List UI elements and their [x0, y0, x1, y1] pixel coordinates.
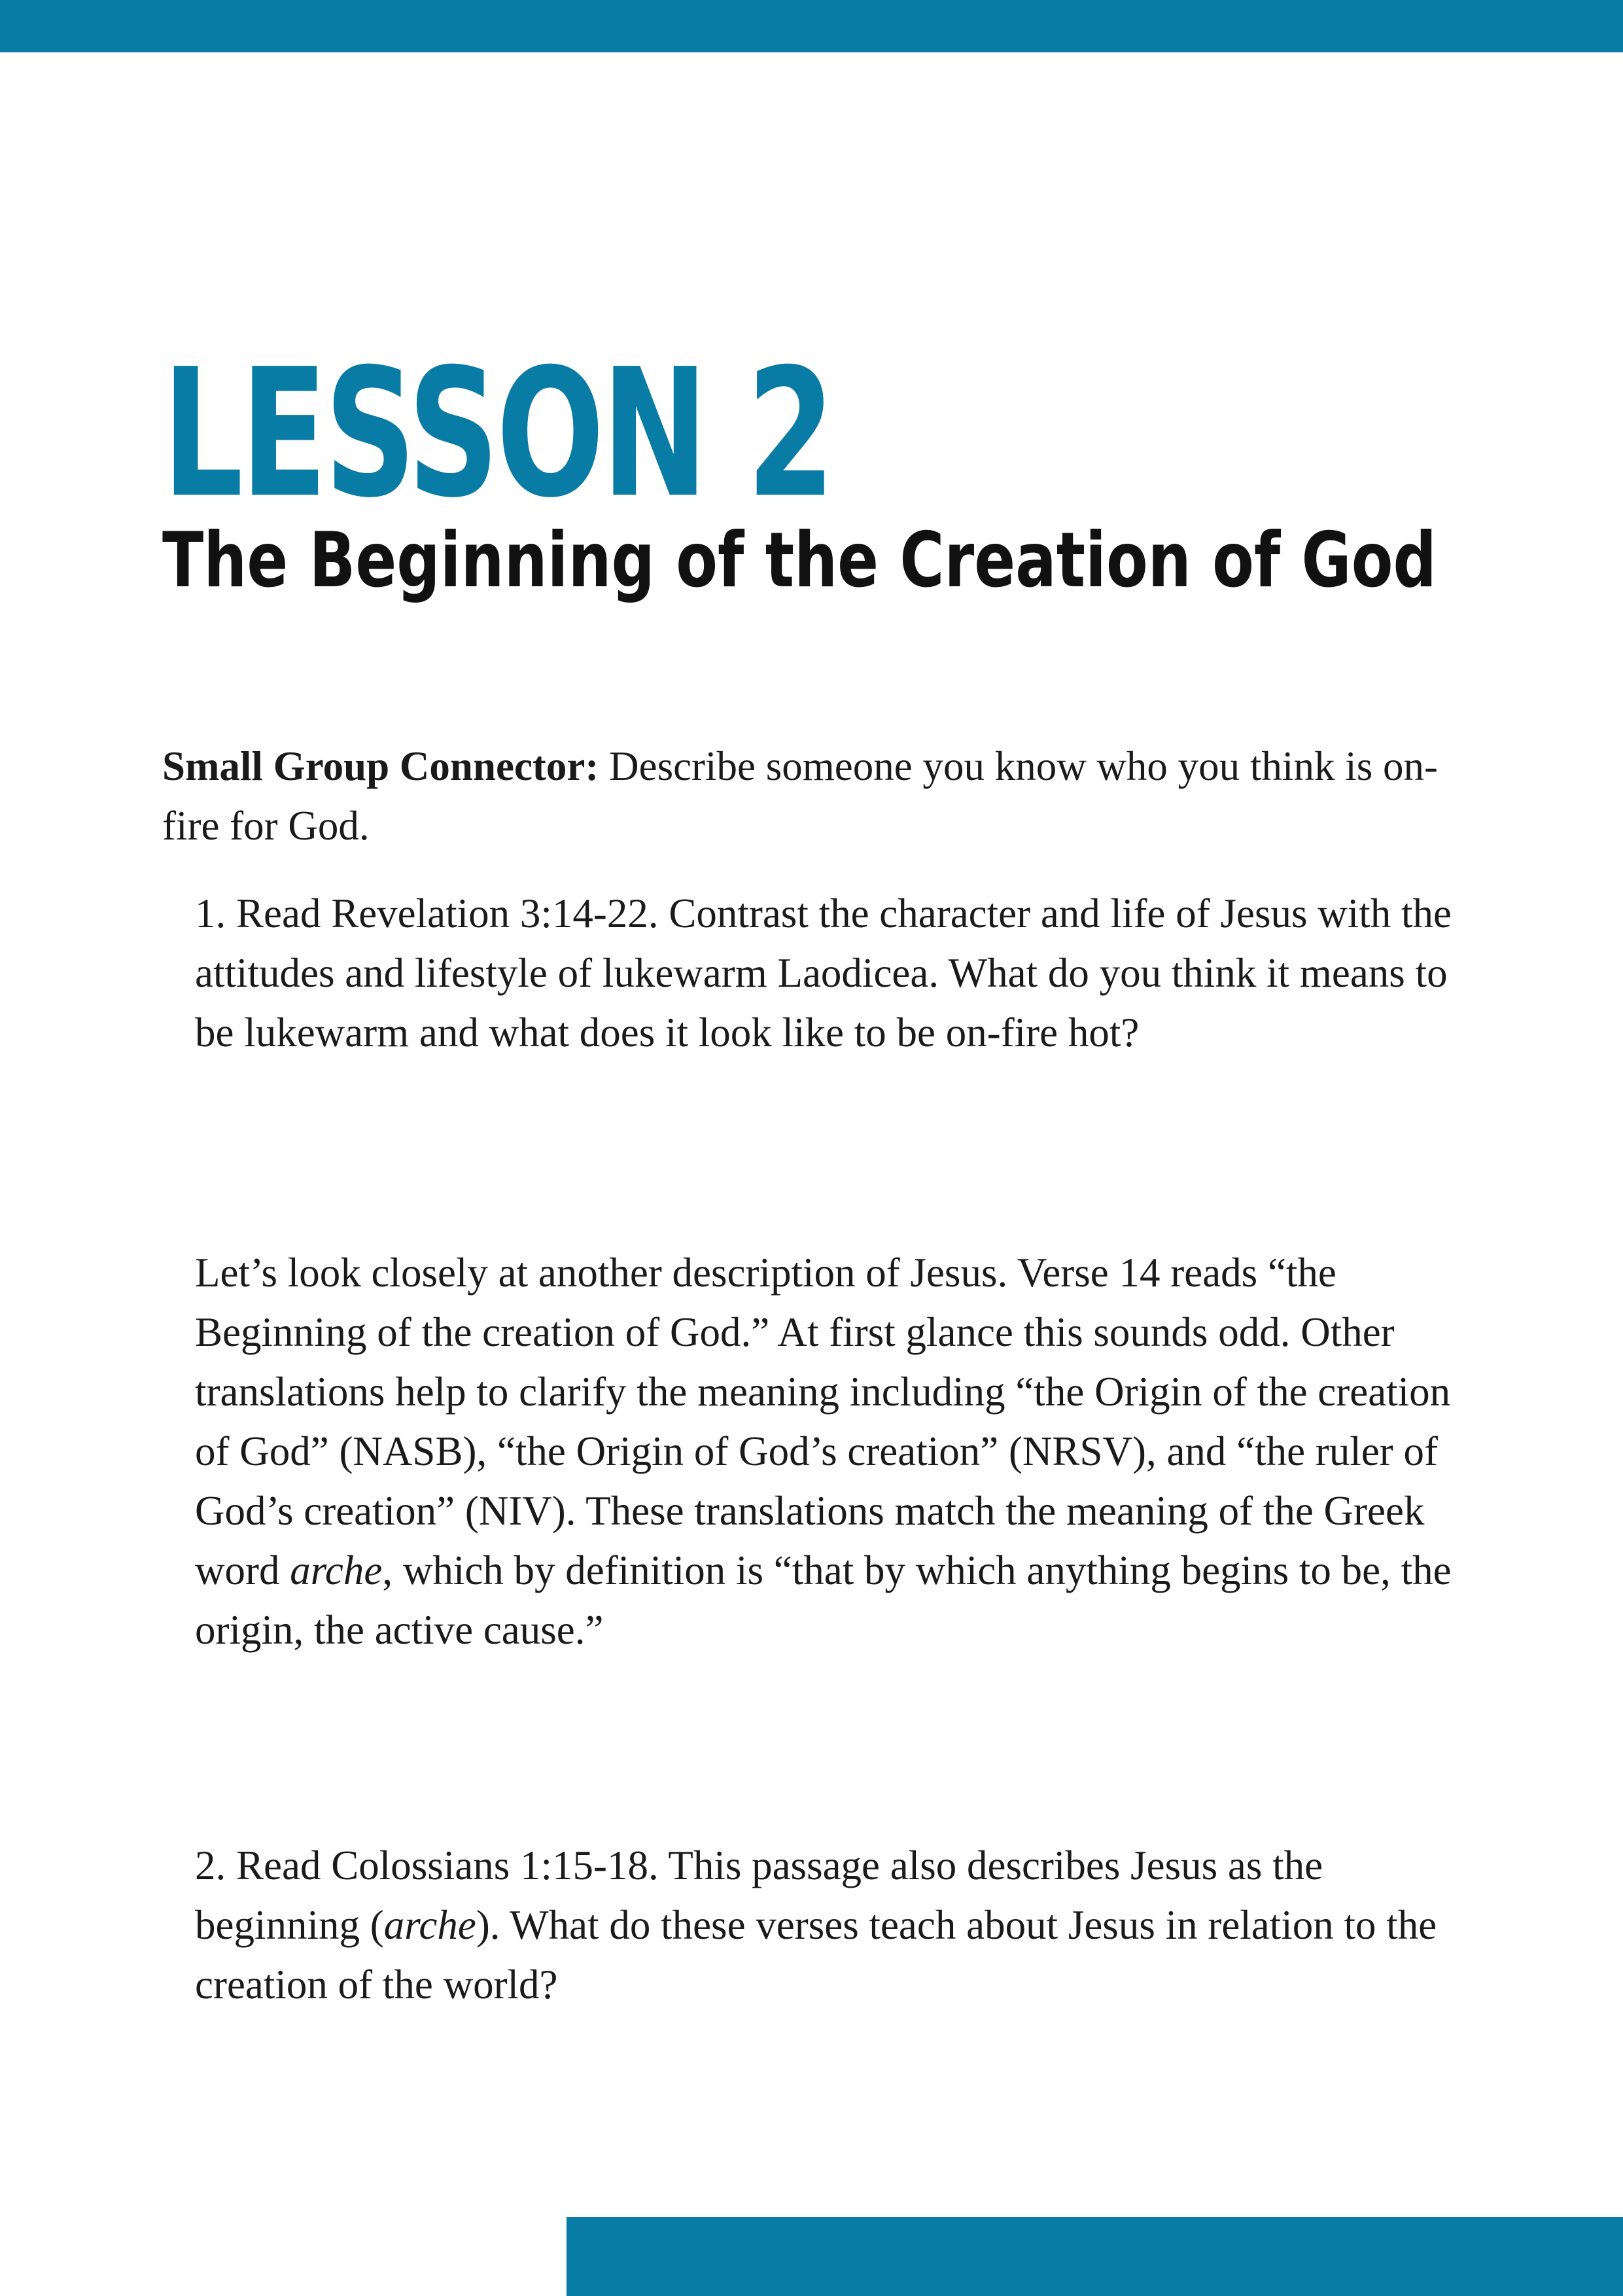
question-2 [195, 1836, 1471, 2015]
greek-term: arche [383, 1902, 476, 1948]
question-2-text-end: ). What do these verses teach about Jesus in relation to the creation of the world? [195, 1902, 1437, 2007]
paragraph-text-end: , which by definition is “that by which anything begins to be, the origin, the active cause.” [195, 1547, 1452, 1653]
top-accent-bar [0, 0, 1623, 52]
bottom-accent-bar [567, 2217, 1623, 2296]
lesson-number: LESSON 2 [162, 330, 833, 537]
body-paragraph [195, 1243, 1471, 1660]
question-1: 1. Read Revelation 3:14-22. Contrast the character and life of Jesus with the attitudes and lifestyle of lukewarm Laodicea. What do you think it means to be lukewarm and what does it look like to be on-fire hot? [195, 891, 1452, 1055]
connector-label: Small Group Connector: [162, 743, 599, 789]
greek-term: arche [290, 1547, 383, 1593]
connector-text: Describe someone you know who you think is on-fire for God. [162, 743, 1438, 849]
question-2-text-start: 2. Read Colossians 1:15-18. This passage also describes Jesus as the beginning ( [195, 1843, 1323, 1948]
lesson-title: The Beginning of the Creation of God [162, 516, 1437, 605]
paragraph-text-start: Let’s look closely at another description of Jesus. Verse 14 reads “the Beginning of the creation of God.” At first glance this sounds odd. Other translations help to clarify the meaning including “the Origin of the creation of God” (NASB), “the Origin of God’s creation” (NRSV), and “the ruler of God’s creation” (NIV). These translations match the meaning of the Greek word [195, 1250, 1451, 1593]
small-group-connector [162, 737, 1471, 856]
